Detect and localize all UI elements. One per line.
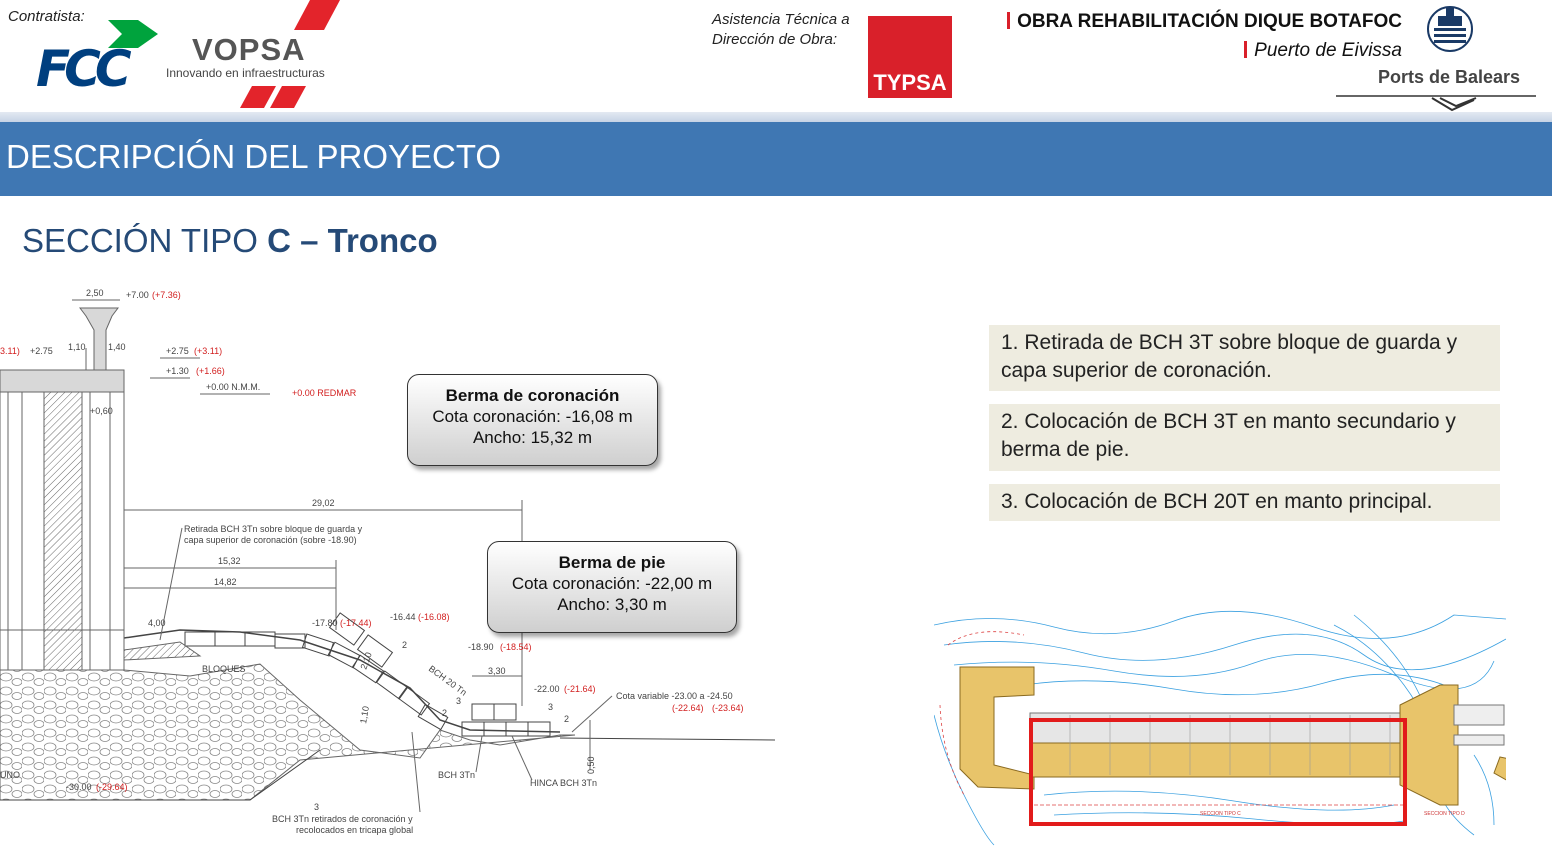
assistance-label-line1: Asistencia Técnica a	[712, 11, 850, 28]
level-label: (-16.08)	[418, 612, 450, 622]
level-label: (+7.36)	[152, 290, 181, 300]
level-label: +0.00 N.M.M.	[206, 382, 261, 392]
callout-line: Cota coronación: -22,00 m	[511, 574, 713, 593]
project-subtitle-text: Puerto de Eivissa	[1254, 40, 1402, 61]
callout-line: Ancho: 15,32 m	[472, 428, 593, 447]
ports-name: Ports de Balears	[1378, 67, 1521, 87]
callout-title: Berma de coronación	[445, 386, 620, 405]
level-label: (-29.64)	[96, 782, 128, 792]
slide-title-prefix: SECCIÓN TIPO	[22, 222, 268, 259]
callout-toe-berm	[487, 541, 737, 633]
contractor-label: Contratista:	[8, 8, 85, 25]
dim-label: 3,30	[488, 666, 506, 676]
slope-label: 3	[314, 802, 320, 812]
typsa-logo	[868, 16, 952, 98]
level-label: (-18.54)	[500, 642, 532, 652]
note-label: BCH 3Tn retirados de coronación y	[272, 814, 413, 824]
project-title	[1007, 11, 1402, 33]
note-label: capa superior de coronación (sobre -18.90)	[184, 535, 357, 545]
fcc-logo	[34, 18, 160, 92]
project-title-text: OBRA REHABILITACIÓN DIQUE BOTAFOC	[1017, 11, 1402, 32]
plan-section-label: SECCION TIPO D	[1424, 811, 1465, 817]
slope-label: 2	[564, 714, 570, 724]
dim-label: 0,50	[586, 756, 596, 774]
callout-line: Cota coronación: -16,08 m	[432, 407, 633, 426]
level-label: (-21.64)	[564, 684, 596, 694]
level-label: -18.90	[468, 642, 494, 652]
dim-label: 1,10	[358, 705, 372, 725]
red-bar-icon	[1244, 41, 1247, 58]
level-label: +2.75	[30, 346, 53, 356]
step-item: 1. Retirada de BCH 3T sobre bloque de guarda y capa superior de coronación.	[989, 325, 1500, 391]
vopsa-tagline: Innovando en infraestructuras	[166, 66, 325, 80]
dim-label: 15,32	[218, 556, 241, 566]
block-label: BLOQUES	[202, 664, 246, 674]
step-item: 2. Colocación de BCH 3T en manto secundario y berma de pie.	[989, 404, 1500, 471]
typsa-logo-text: TYPSA	[873, 70, 947, 95]
level-label: 3.11)	[0, 346, 20, 356]
red-bar-icon	[1007, 12, 1010, 29]
level-label: (+3.11)	[194, 346, 223, 356]
level-label: +2.75	[166, 346, 189, 356]
section-title: DESCRIPCIÓN DEL PROYECTO	[6, 138, 502, 175]
dim-label: +0,60	[90, 406, 113, 416]
note-label: Retirada BCH 3Tn sobre bloque de guarda y	[184, 524, 363, 534]
slope-label: 2	[442, 708, 448, 718]
slope-label: 3	[548, 702, 554, 712]
block-label: HINCA BCH 3Tn	[530, 778, 598, 788]
header-strip	[0, 112, 1552, 122]
fcc-logo-text: FCC	[36, 40, 126, 92]
dim-label: 1,40	[108, 342, 126, 352]
project-subtitle	[1244, 40, 1402, 62]
callout-line: Ancho: 3,30 m	[557, 595, 667, 614]
level-label: (-22.64)	[672, 703, 704, 713]
assistance-label	[712, 10, 850, 50]
level-label: -22.00	[534, 684, 560, 694]
block-label: BCH 20 Tn	[426, 663, 469, 698]
slope-label: 3	[456, 696, 462, 706]
level-label: +0.00 REDMAR	[292, 388, 357, 398]
level-label: -16.44	[390, 612, 416, 622]
plan-highlight-box	[1029, 718, 1407, 826]
note-label: Cota variable -23.00 a -24.50	[616, 691, 733, 701]
dim-label: 2,50	[86, 288, 104, 298]
level-label: (-17.44)	[340, 618, 372, 628]
level-label: -30.00	[66, 782, 92, 792]
level-label: UNO	[0, 770, 20, 780]
block-label: BCH 3Tn	[438, 770, 476, 780]
dim-label: 4,00	[148, 618, 166, 628]
note-label: recolocados en tricapa global	[296, 825, 414, 835]
callout-title: Berma de pie	[558, 553, 666, 572]
section-bar	[0, 122, 1552, 196]
ports-emblem-icon	[1424, 4, 1476, 54]
callout-crest-berm	[407, 374, 658, 466]
slope-label: 2	[402, 640, 408, 650]
dim-label: 29,02	[312, 498, 335, 508]
level-label: +7.00	[126, 290, 149, 300]
vopsa-name: VOPSA	[192, 32, 306, 67]
level-label: -17.80	[312, 618, 338, 628]
dim-label: 14,82	[214, 577, 237, 587]
level-label: (+1.66)	[196, 366, 225, 376]
assistance-label-line2: Dirección de Obra:	[712, 31, 838, 48]
dim-label: 2,10	[358, 650, 374, 671]
step-item: 3. Colocación de BCH 20T en manto principal.	[989, 484, 1500, 521]
ports-swoosh-icon	[1336, 88, 1536, 112]
slide-title	[22, 222, 438, 260]
slide-title-bold: C – Tronco	[267, 222, 438, 259]
level-label: +1.30	[166, 366, 189, 376]
dim-label: 1,10	[68, 342, 86, 352]
level-label: (-23.64)	[712, 703, 744, 713]
plan-section-label: SECCION TIPO C	[1200, 811, 1241, 817]
